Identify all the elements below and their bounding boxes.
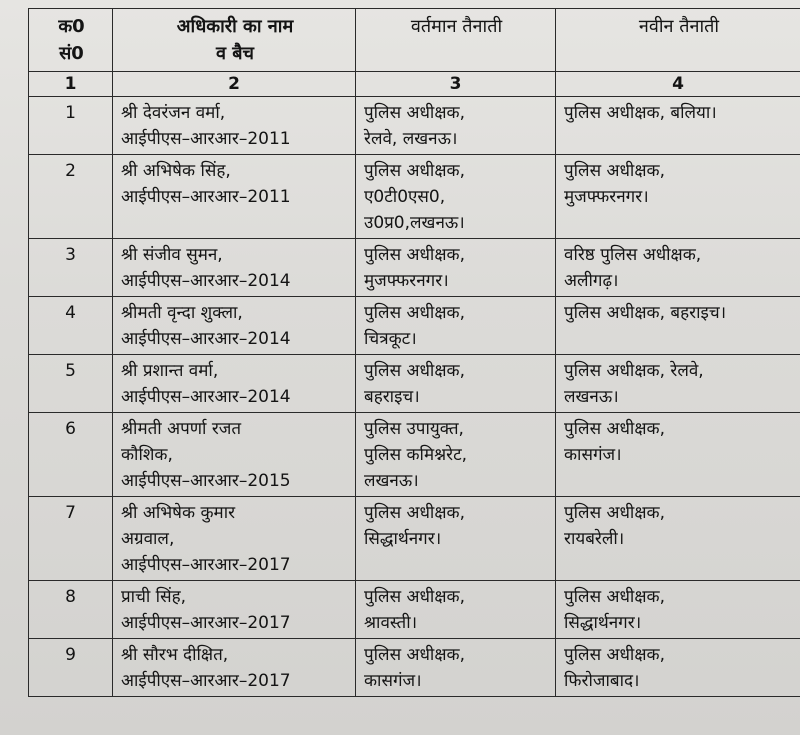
officer-name-batch-line: अग्रवाल, [121, 529, 175, 549]
officer-name-batch-line: आईपीएस–आरआर–2014 [121, 387, 291, 407]
current-posting-line: पुलिस उपायुक्त, [364, 419, 464, 439]
current-posting-line: लखनऊ। [364, 471, 419, 491]
current-posting-line: बहराइच। [364, 387, 420, 407]
new-posting-line: सिद्धार्थनगर। [564, 613, 642, 633]
serial-number: 2 [29, 155, 113, 239]
column-number: 1 [29, 72, 113, 97]
current-posting-line: पुलिस अधीक्षक, [364, 503, 465, 523]
new-posting-line: पुलिस अधीक्षक, बलिया। [564, 103, 717, 123]
current-posting-line: पुलिस अधीक्षक, [364, 245, 465, 265]
header-new-posting: नवीन तैनाती [556, 9, 800, 72]
new-posting-line: पुलिस अधीक्षक, [564, 161, 665, 181]
column-number: 3 [356, 72, 556, 97]
officer-name-batch-line: श्रीमती अपर्णा रजत [121, 419, 242, 439]
new-posting [556, 97, 800, 155]
current-posting [356, 413, 556, 497]
current-posting-line: पुलिस अधीक्षक, [364, 161, 465, 181]
new-posting [556, 297, 800, 355]
column-number-row [29, 72, 800, 97]
transfer-table [28, 8, 800, 697]
new-posting-line: पुलिस अधीक्षक, [564, 419, 665, 439]
officer-name-batch [113, 413, 356, 497]
new-posting-line: पुलिस अधीक्षक, [564, 587, 665, 607]
current-posting-line: सिद्धार्थनगर। [364, 529, 442, 549]
new-posting [556, 355, 800, 413]
officer-name-batch [113, 639, 356, 697]
table-row [29, 639, 800, 697]
current-posting-line: चित्रकूट। [364, 329, 417, 349]
current-posting [356, 97, 556, 155]
officer-name-batch [113, 297, 356, 355]
header-serial-number: क0 सं0 [29, 9, 113, 72]
new-posting [556, 497, 800, 581]
officer-name-batch-line: आईपीएस–आरआर–2017 [121, 613, 291, 633]
new-posting-line: पुलिस अधीक्षक, बहराइच। [564, 303, 727, 323]
current-posting-line: उ0प्र0,लखनऊ। [364, 213, 465, 233]
officer-name-batch-line: श्री प्रशान्त वर्मा, [121, 361, 219, 381]
current-posting [356, 581, 556, 639]
current-posting-line: मुजफ्फरनगर। [364, 271, 449, 291]
new-posting-line: मुजफ्फरनगर। [564, 187, 649, 207]
new-posting-line: रायबरेली। [564, 529, 625, 549]
new-posting-line: लखनऊ। [564, 387, 619, 407]
current-posting-line: पुलिस अधीक्षक, [364, 361, 465, 381]
officer-name-batch-line: आईपीएस–आरआर–2015 [121, 471, 291, 491]
current-posting-line: रेलवे, लखनऊ। [364, 129, 458, 149]
new-posting [556, 155, 800, 239]
officer-name-batch-line: श्री सौरभ दीक्षित, [121, 645, 229, 665]
serial-number: 6 [29, 413, 113, 497]
new-posting-line: पुलिस अधीक्षक, रेलवे, [564, 361, 704, 381]
serial-number: 5 [29, 355, 113, 413]
new-posting [556, 239, 800, 297]
officer-name-batch [113, 155, 356, 239]
new-posting-line: कासगंज। [564, 445, 622, 465]
current-posting-line: पुलिस अधीक्षक, [364, 645, 465, 665]
officer-name-batch-line: कौशिक, [121, 445, 173, 465]
officer-name-batch-line: श्री संजीव सुमन, [121, 245, 223, 265]
new-posting-line: वरिष्ठ पुलिस अधीक्षक, [564, 245, 702, 265]
table-row [29, 413, 800, 497]
current-posting-line: ए0टी0एस0, [364, 187, 446, 207]
officer-name-batch [113, 581, 356, 639]
new-posting-line: फिरोजाबाद। [564, 671, 640, 691]
current-posting-line: श्रावस्ती। [364, 613, 418, 633]
column-number: 4 [556, 72, 800, 97]
table-body [29, 72, 800, 697]
officer-name-batch-line: आईपीएस–आरआर–2011 [121, 187, 291, 207]
officer-name-batch [113, 497, 356, 581]
header-current-posting: वर्तमान तैनाती [356, 9, 556, 72]
current-posting [356, 239, 556, 297]
officer-name-batch-line: आईपीएस–आरआर–2014 [121, 329, 291, 349]
table-row [29, 497, 800, 581]
table-row [29, 355, 800, 413]
officer-name-batch-line: आईपीएस–आरआर–2014 [121, 271, 291, 291]
officer-name-batch [113, 239, 356, 297]
header-row [29, 9, 800, 72]
officer-name-batch [113, 355, 356, 413]
current-posting-line: पुलिस अधीक्षक, [364, 587, 465, 607]
table-row [29, 155, 800, 239]
new-posting-line: पुलिस अधीक्षक, [564, 503, 665, 523]
new-posting [556, 413, 800, 497]
table-row [29, 239, 800, 297]
new-posting [556, 581, 800, 639]
current-posting [356, 297, 556, 355]
table-row [29, 297, 800, 355]
table-row [29, 581, 800, 639]
serial-number: 4 [29, 297, 113, 355]
serial-number: 3 [29, 239, 113, 297]
new-posting-line: पुलिस अधीक्षक, [564, 645, 665, 665]
serial-number: 1 [29, 97, 113, 155]
officer-name-batch-line: आईपीएस–आरआर–2017 [121, 555, 291, 575]
officer-name-batch-line: आईपीएस–आरआर–2011 [121, 129, 291, 149]
new-posting [556, 639, 800, 697]
officer-name-batch-line: श्रीमती वृन्दा शुक्ला, [121, 303, 243, 323]
header-officer-name: अधिकारी का नाम व बैच [113, 9, 356, 72]
current-posting-line: कासगंज। [364, 671, 422, 691]
serial-number: 8 [29, 581, 113, 639]
current-posting [356, 355, 556, 413]
serial-number: 9 [29, 639, 113, 697]
current-posting [356, 497, 556, 581]
column-number: 2 [113, 72, 356, 97]
officer-name-batch-line: श्री अभिषेक कुमार [121, 503, 236, 523]
current-posting-line: पुलिस अधीक्षक, [364, 303, 465, 323]
current-posting-line: पुलिस कमिश्नरेट, [364, 445, 468, 465]
officer-name-batch-line: श्री देवरंजन वर्मा, [121, 103, 226, 123]
current-posting [356, 639, 556, 697]
officer-name-batch-line: श्री अभिषेक सिंह, [121, 161, 231, 181]
table-row [29, 97, 800, 155]
officer-name-batch [113, 97, 356, 155]
officer-name-batch-line: प्राची सिंह, [121, 587, 187, 607]
new-posting-line: अलीगढ़। [564, 271, 619, 291]
current-posting [356, 155, 556, 239]
officer-name-batch-line: आईपीएस–आरआर–2017 [121, 671, 291, 691]
current-posting-line: पुलिस अधीक्षक, [364, 103, 465, 123]
serial-number: 7 [29, 497, 113, 581]
